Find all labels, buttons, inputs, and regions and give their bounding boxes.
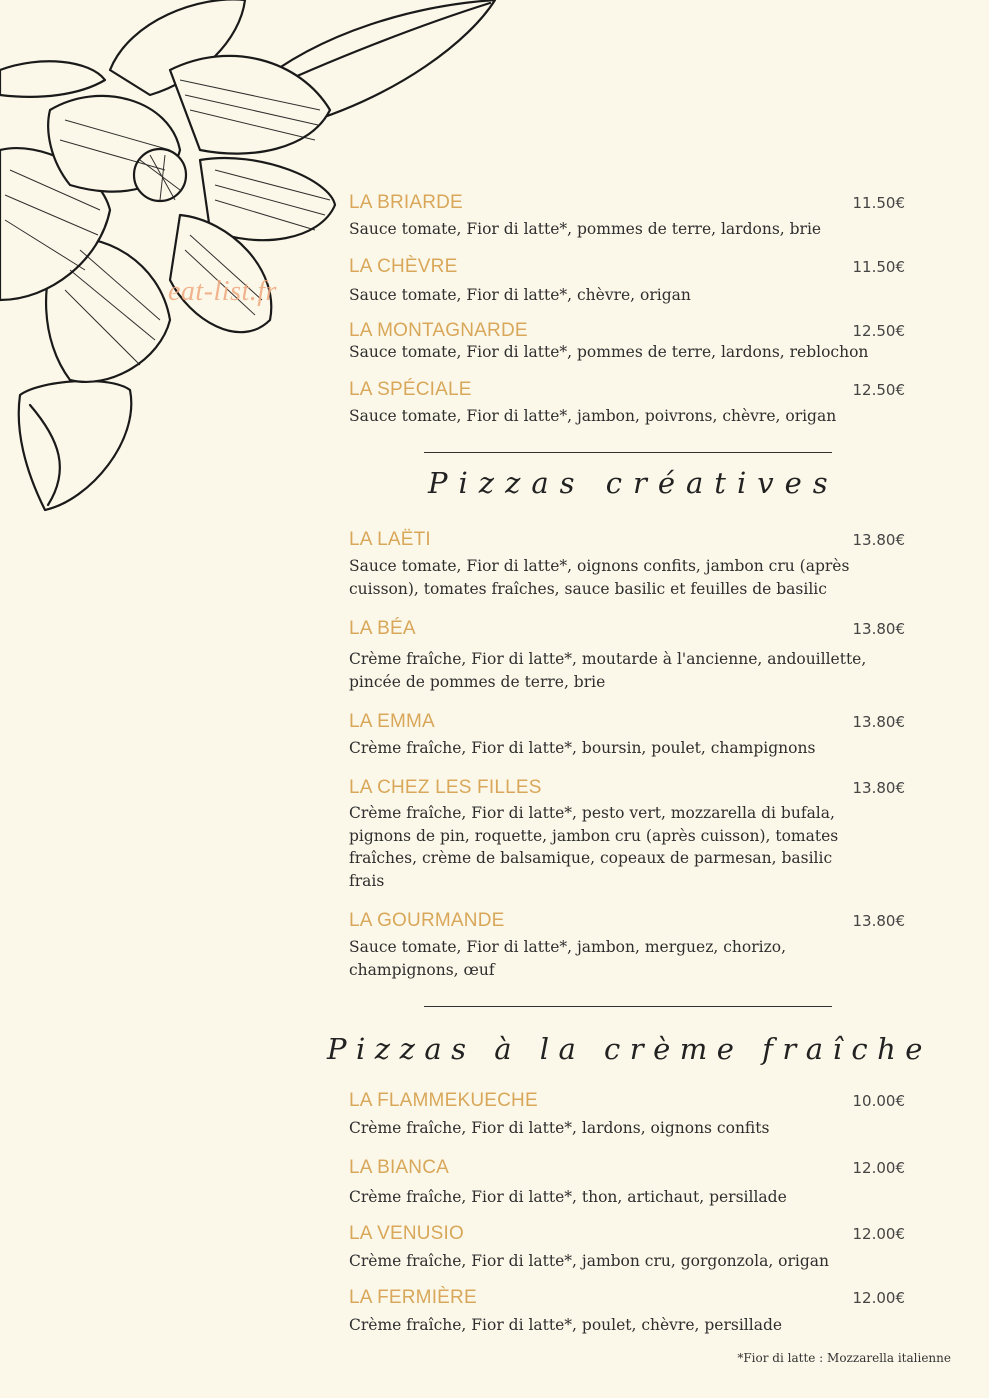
item-name: LA CHEZ LES FILLES	[349, 777, 542, 798]
section-title: Pizzas à la crème fraîche	[327, 1032, 932, 1066]
item-name: LA BIANCA	[349, 1157, 450, 1178]
item-name: LA EMMA	[349, 711, 435, 732]
item-description: Sauce tomate, Fior di latte*, chèvre, origan	[349, 286, 691, 304]
item-description: Sauce tomate, Fior di latte*, pommes de terre, lardons, reblochon	[349, 343, 869, 361]
item-price: 13.80€	[852, 531, 905, 549]
item-name: LA LAËTI	[349, 529, 431, 550]
item-price: 10.00€	[852, 1092, 905, 1110]
section-title: Pizzas créatives	[428, 466, 839, 500]
item-price: 11.50€	[852, 258, 905, 276]
divider	[424, 452, 832, 453]
item-name: LA CHÈVRE	[349, 256, 458, 277]
item-description: Sauce tomate, Fior di latte*, oignons confits, jambon cru (après cuisson), tomates fraîches, sauce basilic et feuilles de basilic	[349, 557, 850, 598]
item-description: Crème fraîche, Fior di latte*, pesto vert, mozzarella di bufala, pignons de pin, roquette, jambon cru (après cuisson), tomates fraîches, crème de balsamique, copeaux de parmesan, basilic frais	[349, 804, 839, 890]
item-description: Crème fraîche, Fior di latte*, lardons, oignons confits	[349, 1119, 770, 1137]
item-description: Sauce tomate, Fior di latte*, jambon, merguez, chorizo, champignons, œuf	[349, 938, 786, 979]
item-name: LA BRIARDE	[349, 192, 463, 213]
item-name: LA FERMIÈRE	[349, 1287, 477, 1308]
item-price: 12.50€	[852, 322, 905, 340]
item-price: 12.50€	[852, 381, 905, 399]
item-name: LA FLAMMEKUECHE	[349, 1090, 538, 1111]
item-name: LA BÉA	[349, 618, 416, 639]
item-name: LA VENUSIO	[349, 1223, 464, 1244]
item-name: LA MONTAGNARDE	[349, 320, 528, 341]
item-price: 12.00€	[852, 1289, 905, 1307]
item-description: Sauce tomate, Fior di latte*, jambon, poivrons, chèvre, origan	[349, 407, 837, 425]
item-name: LA GOURMANDE	[349, 910, 505, 931]
item-description: Crème fraîche, Fior di latte*, jambon cru, gorgonzola, origan	[349, 1252, 830, 1270]
item-description: Crème fraîche, Fior di latte*, moutarde à l'ancienne, andouillette, pincée de pommes de terre, brie	[349, 650, 867, 691]
divider	[424, 1006, 832, 1007]
item-price: 12.00€	[852, 1159, 905, 1177]
watermark: eat-list.fr	[168, 276, 277, 307]
item-price: 13.80€	[852, 620, 905, 638]
item-price: 13.80€	[852, 912, 905, 930]
item-price: 13.80€	[852, 713, 905, 731]
item-description: Crème fraîche, Fior di latte*, poulet, chèvre, persillade	[349, 1316, 783, 1334]
item-price: 11.50€	[852, 194, 905, 212]
item-description: Crème fraîche, Fior di latte*, boursin, poulet, champignons	[349, 739, 816, 757]
item-price: 12.00€	[852, 1225, 905, 1243]
item-price: 13.80€	[852, 779, 905, 797]
item-description: Sauce tomate, Fior di latte*, pommes de terre, lardons, brie	[349, 220, 822, 238]
footnote: *Fior di latte : Mozzarella italienne	[737, 1351, 951, 1365]
item-name: LA SPÉCIALE	[349, 379, 472, 400]
item-description: Crème fraîche, Fior di latte*, thon, artichaut, persillade	[349, 1188, 787, 1206]
